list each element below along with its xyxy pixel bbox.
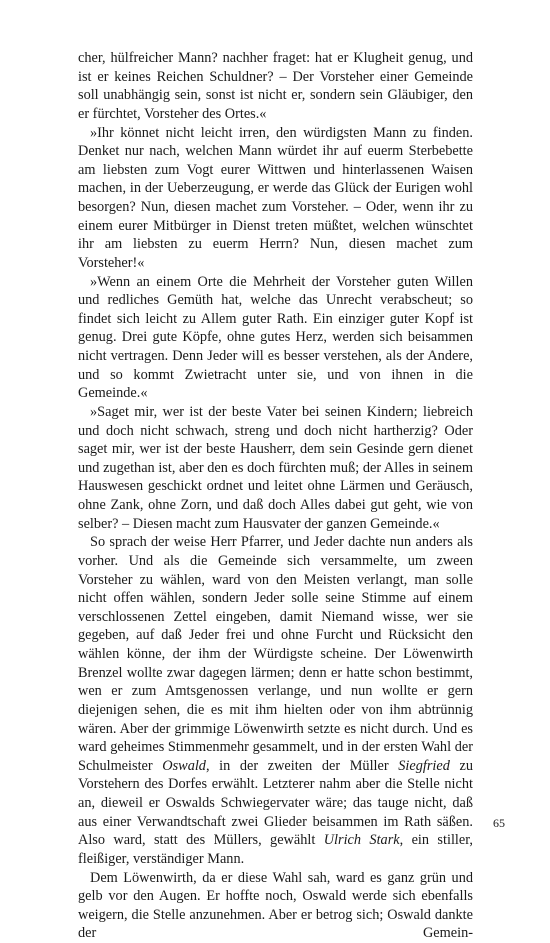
italic-name: Ulrich Stark bbox=[324, 832, 400, 848]
paragraph bbox=[78, 273, 473, 403]
text-run: zu Vorstehern des Dorfes erwählt. Letzterer nahm aber die Stelle nicht an, dieweil er Oswalds Schwiegervater wäre; das tauge nicht, daß aus einer Verwandtschaft zwei Glieder beisammen im Rath säßen. Also ward, statt des Müllers, gewählt bbox=[78, 758, 473, 849]
page-number: 65 bbox=[493, 816, 505, 831]
paragraph bbox=[78, 124, 473, 273]
text-run: cher, hülfreicher Mann? nachher fraget: hat er Klugheit genug, und ist er keines Reichen Schuldner? – Der Vorsteher einer Gemeinde soll unabhängig sein, sonst ist nicht er, sondern sein Gläubiger, den er fürchtet, Vorsteher des Ortes.« bbox=[78, 50, 473, 122]
body-text bbox=[78, 49, 473, 943]
paragraph bbox=[78, 403, 473, 533]
text-run: Dem Löwenwirth, da er diese Wahl sah, ward es ganz grün und gelb vor den Augen. Er hoffte noch, Oswald werde sich ebenfalls weigern, die Stelle anzunehmen. Aber er betrog sich; Oswald dankte der Gemein- bbox=[78, 870, 473, 942]
text-run: »Wenn an einem Orte die Mehrheit der Vorsteher guten Willen und redliches Gemüth hat, welche das Unrecht verabscheut; so findet sich leicht zu Allem guter Rath. Ein einziger guter Kopf ist genug. Drei gute Köpfe, ohne gutes Herz, werden sich beisammen nicht vertragen. Denn Jeder will es besser verstehen, als der Andere, und so kommt Zwietracht unter sie, und von ihnen in die Gemeinde.« bbox=[78, 274, 473, 402]
text-run: »Saget mir, wer ist der beste Vater bei seinen Kindern; liebreich und doch nicht schwach, streng und doch nicht hartherzig? Oder saget mir, wer ist der beste Hausherr, dem sein Gesinde gern dienet und zugethan ist, aber den es doch fürchten muß; der Alles in seinem Hauswesen geschickt ordnet und leitet ohne Lärmen und Geräusch, ohne Zank, ohne Zorn, und daß doch Alles dabei gut geht, wie von selber? – Diesen macht zum Hausvater der ganzen Gemeinde.« bbox=[78, 404, 473, 532]
text-run: »Ihr könnet nicht leicht irren, den würdigsten Mann zu finden. Denket nur nach, welchen Mann würdet ihr auf euerm Sterbebette am liebsten zum Vogt eurer Wittwen und hinterlassenen Waisen machen, in der Ueberzeugung, er werde das Glück der Eurigen wohl besorgen? Nun, diesen machet zum Vorsteher. – Oder, wenn ihr zu einem eurer Mitbürger in Dienst treten müßtet, welchen wünschtet ihr am liebsten zu euerm Herrn? Nun, diesen machet zum Vorsteher!« bbox=[78, 125, 473, 271]
text-run: , ein stiller, fleißiger, verständiger Mann. bbox=[78, 832, 473, 867]
text-run: So sprach der weise Herr Pfarrer, und Jeder dachte nun anders als vorher. Und als die Gemeinde sich versammelte, um zween Vorsteher zu wählen, ward von den Meisten verlangt, man solle nicht offen wählen, sondern Jeder solle seine Stimme auf einem verschlossenen Zettel eingeben, damit Niemand wisse, wer sie gegeben, auf daß Jeder frei und ohne Furcht und Rücksicht den wählen könne, der ihm der Würdigste scheine. Der Löwenwirth Brenzel wollte zwar dagegen lärmen; denn er hatte schon bestimmt, wen er zum Amtsgenossen verlange, und nun wollte er gern diejenigen sehen, die es mit ihm hielten oder von ihm abtrünnig wären. Aber der grimmige Löwenwirth setzte es nicht durch. Und es ward geheimes Stimmenmehr gesammelt, und in der ersten Wahl der Schulmeister bbox=[78, 534, 473, 774]
italic-name: Siegfried bbox=[398, 758, 450, 774]
text-run: , in der zweiten der Müller bbox=[206, 758, 398, 774]
italic-name: Oswald bbox=[162, 758, 206, 774]
paragraph bbox=[78, 533, 473, 868]
paragraph bbox=[78, 49, 473, 124]
